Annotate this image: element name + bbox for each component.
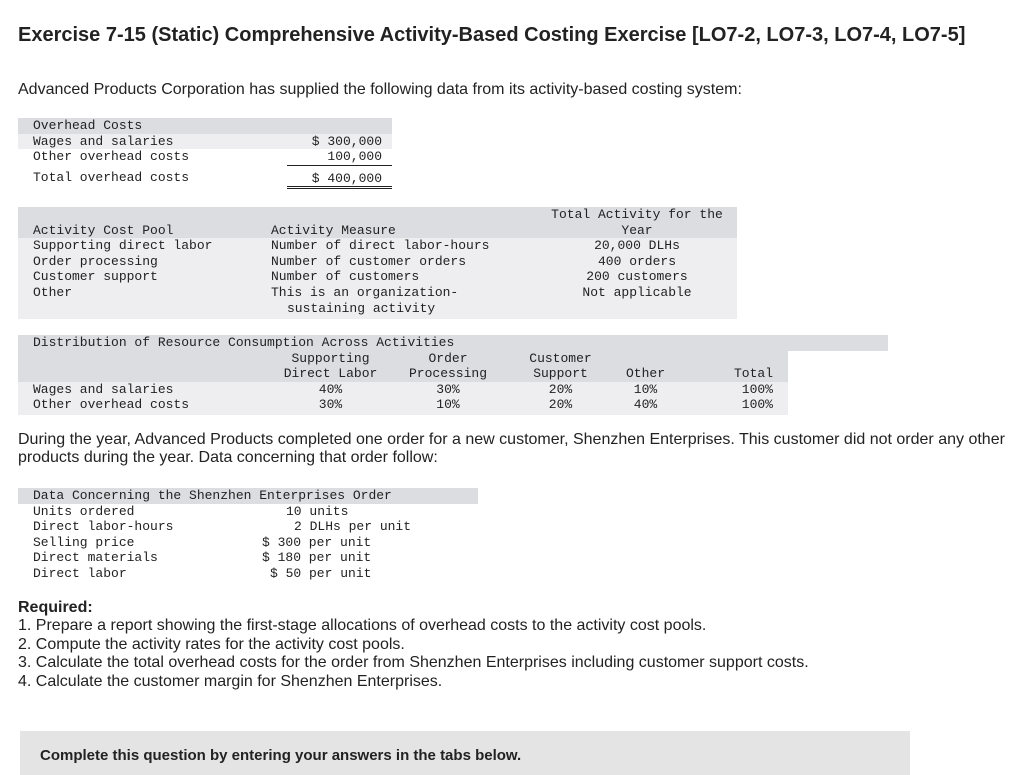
pools-header-pool: Activity Cost Pool: [18, 223, 271, 239]
order-value: $ 50 per unit: [270, 565, 372, 581]
required-item: 2. Compute the activity rates for the activity cost pools.: [18, 635, 405, 653]
table-row: [18, 134, 392, 150]
overhead-label: Other overhead costs: [33, 149, 190, 165]
dist-header: Total: [688, 366, 788, 382]
dist-value: 100%: [688, 382, 788, 398]
pools-header-year: Year: [537, 223, 737, 239]
pool-activity: 20,000 DLHs: [537, 238, 737, 254]
table-row: [18, 269, 737, 285]
pool-name: Supporting direct labor: [18, 238, 271, 254]
required-heading: Required:: [18, 599, 93, 616]
dist-row-label: Other overhead costs: [18, 397, 283, 415]
table-row: [18, 566, 478, 582]
pool-measure: Number of customer orders: [271, 254, 537, 270]
dist-value: 10%: [603, 382, 688, 398]
order-paragraph: During the year, Advanced Products completed one order for a new customer, Shenzhen Enterprises. This customer did not order any other products during the year. Data concerning that order follow:: [18, 431, 1005, 466]
pools-header-measure: Activity Measure: [271, 223, 537, 239]
table-row: [18, 254, 737, 270]
required-section: [18, 599, 809, 691]
pool-activity: 400 orders: [537, 254, 737, 270]
dist-header: Supporting: [283, 351, 378, 367]
dist-value: 100%: [688, 397, 788, 415]
dist-header: Processing: [378, 366, 518, 382]
table-row: [18, 149, 392, 165]
pools-header-activity: Total Activity for the: [537, 207, 737, 223]
pool-name: Order processing: [18, 254, 271, 270]
table-row: [18, 397, 888, 415]
overhead-label: Wages and salaries: [18, 134, 287, 150]
instruction-text: Complete this question by entering your answers in the tabs below.: [40, 747, 522, 764]
pool-measure-cont: sustaining activity: [271, 301, 537, 320]
table-row: [18, 238, 737, 254]
dist-value: 40%: [283, 382, 378, 398]
dist-header: Direct Labor: [283, 366, 378, 382]
pool-activity: Not applicable: [537, 285, 737, 301]
order-value: 2 DLHs per unit: [294, 519, 412, 535]
order-label: Direct labor: [33, 565, 127, 581]
required-item: 3. Calculate the total overhead costs for the order from Shenzhen Enterprises including customer support costs.: [18, 654, 809, 672]
pool-measure: Number of customers: [271, 269, 537, 285]
overhead-value: $ 300,000: [287, 134, 392, 150]
order-value: $ 180 per unit: [262, 550, 372, 566]
distribution-title: Distribution of Resource Consumption Across Activities: [18, 335, 603, 351]
pool-activity: 200 customers: [537, 269, 737, 285]
order-title: Data Concerning the Shenzhen Enterprises Order: [18, 488, 478, 504]
distribution-table: [18, 335, 888, 415]
dist-header: Other: [603, 366, 688, 382]
order-value: $ 300 per unit: [262, 534, 372, 550]
pool-measure: This is an organization-: [271, 285, 537, 301]
dist-row-label: Wages and salaries: [18, 382, 283, 398]
pool-name: Other: [18, 285, 271, 301]
overhead-value: 100,000: [287, 149, 392, 165]
dist-value: 10%: [378, 397, 518, 415]
overhead-total-label: Total overhead costs: [33, 170, 190, 186]
pool-measure: Number of direct labor-hours: [271, 238, 537, 254]
activity-pools-table: [18, 207, 737, 319]
table-row: [18, 550, 478, 566]
required-item: 4. Calculate the customer margin for Shenzhen Enterprises.: [18, 672, 443, 690]
pool-name: Customer support: [18, 269, 271, 285]
dist-value: 30%: [378, 382, 518, 398]
table-row: [18, 382, 888, 398]
dist-value: 20%: [518, 382, 603, 398]
table-row: [18, 519, 478, 535]
dist-header: Customer: [518, 351, 603, 367]
order-label: Direct labor-hours: [33, 519, 174, 535]
dist-value: 40%: [603, 397, 688, 415]
table-row: [18, 285, 737, 301]
order-label: Selling price: [33, 534, 135, 550]
dist-value: 30%: [283, 397, 378, 415]
table-row: [18, 504, 478, 520]
required-item: 1. Prepare a report showing the first-stage allocations of overhead costs to the activity cost pools.: [18, 617, 707, 635]
instruction-bar: [20, 731, 910, 775]
page-title: Exercise 7-15 (Static) Comprehensive Activity-Based Costing Exercise [LO7-2, LO7-3, LO7-4, LO7-5]: [18, 24, 966, 46]
table-row: [18, 165, 392, 188]
table-row: [18, 301, 737, 320]
intro-text: Advanced Products Corporation has supplied the following data from its activity-based costing system:: [18, 81, 742, 98]
table-row: [18, 535, 478, 551]
dist-header: Support: [518, 366, 603, 382]
order-data-table: [18, 488, 478, 582]
overhead-heading: Overhead Costs: [18, 118, 287, 134]
dist-value: 20%: [518, 397, 603, 415]
dist-header: Order: [378, 351, 518, 367]
order-label: Units ordered: [33, 503, 135, 519]
order-value: 10 units: [286, 503, 349, 519]
overhead-costs-table: [18, 118, 392, 189]
overhead-total-value: $ 400,000: [287, 165, 392, 188]
order-label: Direct materials: [33, 550, 158, 566]
